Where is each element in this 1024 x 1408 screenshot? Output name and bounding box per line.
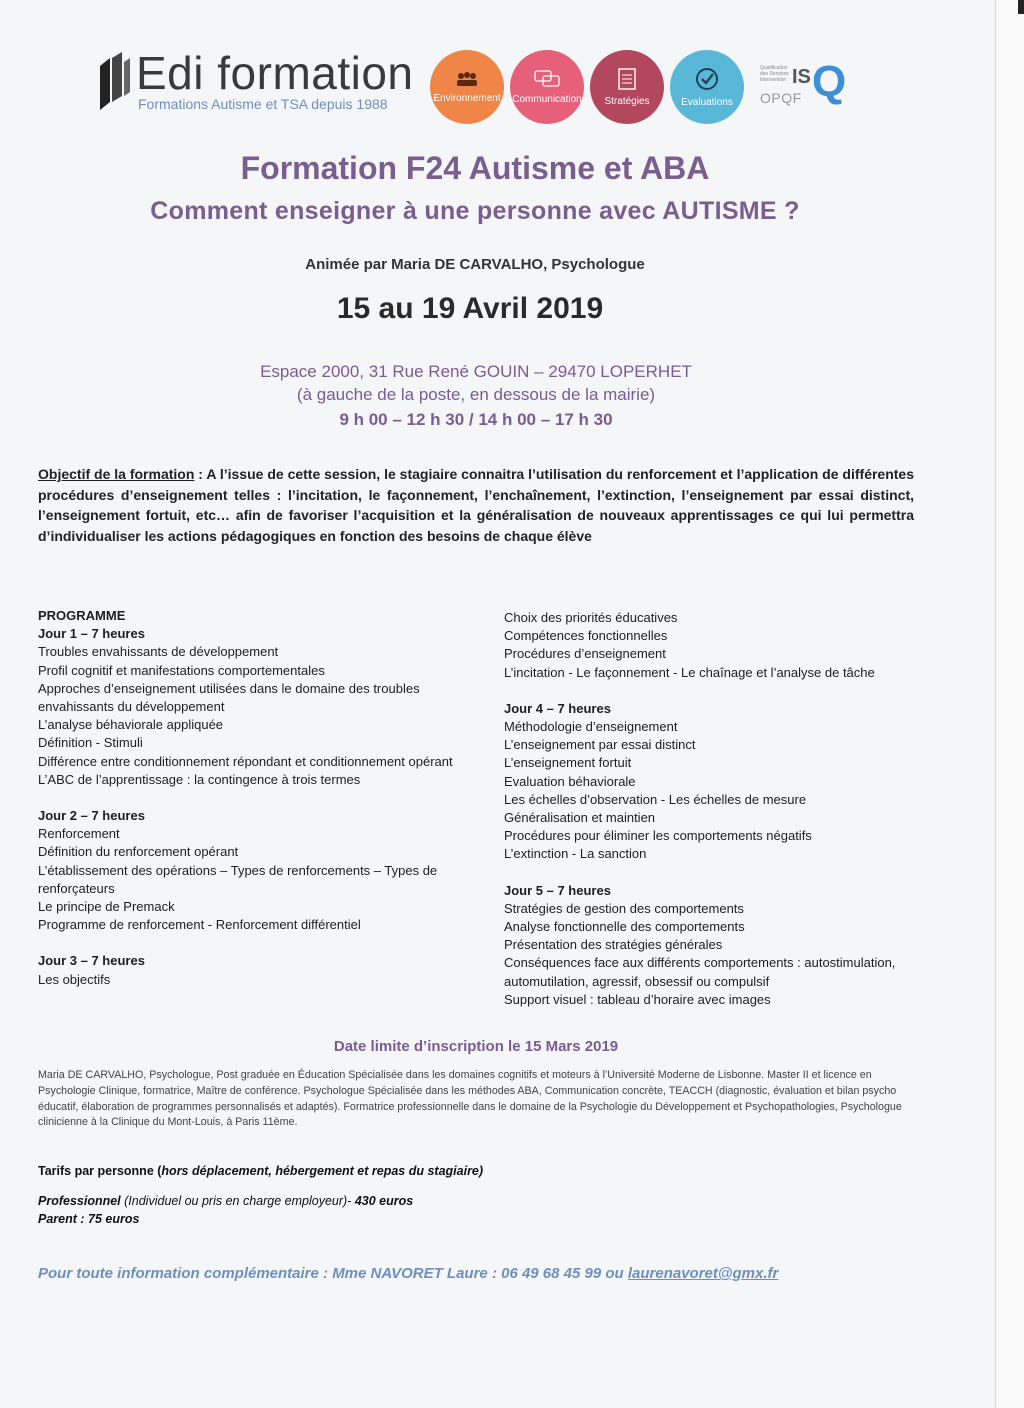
strategies-badge	[590, 50, 664, 124]
list-item: Evaluation béhaviorale	[504, 773, 636, 789]
communication-label: Communication	[512, 93, 582, 105]
brand-tagline: Formations Autisme et TSA depuis 1988	[138, 96, 388, 112]
edi-logo-icon	[96, 52, 130, 112]
programme-left-column	[38, 607, 468, 989]
page-title: Formation F24 Autisme et ABA	[240, 150, 710, 186]
communication-badge	[510, 50, 584, 124]
training-dates: 15 au 19 Avril 2019	[336, 292, 604, 325]
qualiopi-opqf: OPQF	[760, 90, 802, 106]
environnement-label: Environnement	[433, 92, 501, 104]
list-item: Support visuel : tableau d’horaire avec images	[504, 991, 771, 1007]
environnement-badge	[430, 50, 504, 124]
programme-heading: PROGRAMME	[38, 608, 126, 623]
professional-note: (Individuel ou pris en charge employeur)-	[120, 1194, 355, 1208]
list-item: L’établissement des opérations – Types de renforcements – Types de renforçateurs	[38, 862, 438, 896]
scan-mark	[1018, 0, 1024, 14]
trainer-line: Animée par Maria DE CARVALHO, Psychologue	[305, 256, 645, 273]
qualiopi-is: IS	[792, 66, 811, 88]
list-item: Renforcement	[38, 826, 120, 842]
list-item: Les objectifs	[38, 971, 111, 987]
list-item: Différence entre conditionnement répondant et conditionnement opérant	[38, 753, 453, 769]
professional-price: 430 euros	[354, 1194, 414, 1208]
checklist-icon	[618, 68, 636, 90]
list-item: Troubles envahissants de développement	[38, 644, 279, 660]
jour5-title: Jour 5 – 7 heures	[504, 882, 611, 898]
list-item: Présentation des stratégies générales	[504, 937, 723, 953]
professional-label: Professionnel	[38, 1194, 121, 1208]
strategies-label: Stratégies	[604, 95, 650, 107]
page-edge	[995, 0, 1024, 1408]
jour1-title: Jour 1 – 7 heures	[38, 626, 145, 642]
objectif-label: Objectif de la formation	[38, 466, 195, 482]
list-item: L’extinction - La sanction	[504, 846, 647, 862]
contact-line	[38, 1265, 778, 1282]
list-item: Méthodologie d’enseignement	[504, 719, 678, 735]
contact-text: Pour toute information complémentaire : Mme NAVORET Laure : 06 49 68 45 99 ou	[38, 1265, 628, 1282]
speech-bubble-icon	[534, 70, 560, 88]
trainer-bio: Maria DE CARVALHO, Psychologue, Post graduée en Éducation Spécialisée dans les domaines cognitifs et moteurs à l’Université Moderne de Lisbonne. Master II et licence en Psychologie Clinique, formatrice, Maître de conférence. Psychologue Spécialisée dans les méthodes ABA, Communication concrète, TEACCH (diagnostic, évaluation et bilan psycho éducatif, élaboration de programmes personnalisés et adaptés). Formatrice professionnelle dans le domaine de la Psychologie du Développement et Psychopathologies, Psychologue clinicienne à la Clinique du Mont-Louis, à Paris 11ème.	[38, 1069, 902, 1129]
list-item: L’analyse béhaviorale appliquée	[38, 717, 224, 733]
pricing-professional	[38, 1192, 483, 1210]
list-item: Approches d’enseignement utilisées dans le domaine des troubles envahissants du développement	[38, 680, 420, 715]
list-item: L’incitation - Le façonnement - Le chaînage et l’analyse de tâche	[504, 664, 875, 680]
registration-deadline: Date limite d’inscription le 15 Mars 2019	[333, 1038, 619, 1055]
list-item: Les échelles d’observation - Les échelles de mesure	[504, 791, 807, 807]
checkmark-icon	[694, 67, 720, 91]
programme-right-column	[504, 609, 934, 1009]
pricing-title-line	[38, 1162, 483, 1180]
address-directions: (à gauche de la poste, en dessous de la mairie)	[296, 385, 656, 404]
evaluations-label: Evaluations	[681, 96, 733, 108]
list-item: Généralisation et maintien	[504, 810, 656, 826]
list-item: L’enseignement fortuit	[504, 755, 632, 771]
list-item: Le principe de Premack	[38, 899, 175, 915]
list-item: Définition du renforcement opérant	[38, 844, 239, 860]
address-line: Espace 2000, 31 Rue René GOUIN – 29470 LOPERHET	[260, 362, 692, 381]
objectif-text: : A l’issue de cette session, le stagiaire connaitra l’utilisation du renforcement et l’application de différentes procédures d’enseignement telles : l’incitation, le façonnement, l’enchaînement, l’extinction, l’enseignement par essai distinct, l’enseignement fortuit, etc… afin de favoriser l’acquisition et la généralisation de nouveaux apprentissages ce qui lui permettra d’individualiser les actions pédagogiques en fonction des besoins de chaque élève	[38, 466, 914, 544]
list-item: Stratégies de gestion des comportements	[504, 900, 744, 916]
people-icon	[455, 71, 479, 87]
list-item: Conséquences face aux différents comportements : autostimulation, automutilation, agressif, obsessif ou compulsif	[504, 955, 896, 989]
schedule-hours: 9 h 00 – 12 h 30 / 14 h 00 – 17 h 30	[339, 410, 613, 429]
pricing-note: hors déplacement, hébergement et repas du stagiaire)	[161, 1164, 484, 1178]
list-item: L’ABC de l’apprentissage : la contingence à trois termes	[38, 771, 361, 787]
evaluations-badge	[670, 50, 744, 124]
objectif-paragraph	[38, 464, 914, 546]
list-item: Choix des priorités éducatives	[504, 610, 678, 625]
qualiopi-caption: Qualification des Services Intervention	[760, 65, 789, 83]
contact-email-link[interactable]: laurenavoret@gmx.fr	[627, 1265, 779, 1282]
list-item: Profil cognitif et manifestations comportementales	[38, 662, 325, 678]
list-item: L’enseignement par essai distinct	[504, 737, 696, 753]
list-item: Analyse fonctionnelle des comportements	[504, 919, 745, 935]
brand-name: Edi formation	[136, 47, 414, 99]
list-item: Compétences fonctionnelles	[504, 628, 668, 644]
jour4-title: Jour 4 – 7 heures	[504, 700, 611, 716]
list-item: Programme de renforcement - Renforcement différentiel	[38, 917, 361, 933]
pricing-block	[38, 1162, 483, 1228]
qualiopi-q-logo: Q	[812, 57, 847, 106]
pricing-title: Tarifs par personne (	[38, 1164, 162, 1178]
list-item: Procédures pour éliminer les comportements négatifs	[504, 828, 812, 844]
list-item: Définition - Stimuli	[38, 735, 143, 751]
jour2-title: Jour 2 – 7 heures	[38, 808, 145, 824]
page-subtitle: Comment enseigner à une personne avec AUTISME ?	[150, 197, 800, 225]
jour3-title: Jour 3 – 7 heures	[38, 953, 145, 969]
pricing-parent: Parent : 75 euros	[38, 1212, 140, 1226]
list-item: Procédures d’enseignement	[504, 646, 666, 662]
